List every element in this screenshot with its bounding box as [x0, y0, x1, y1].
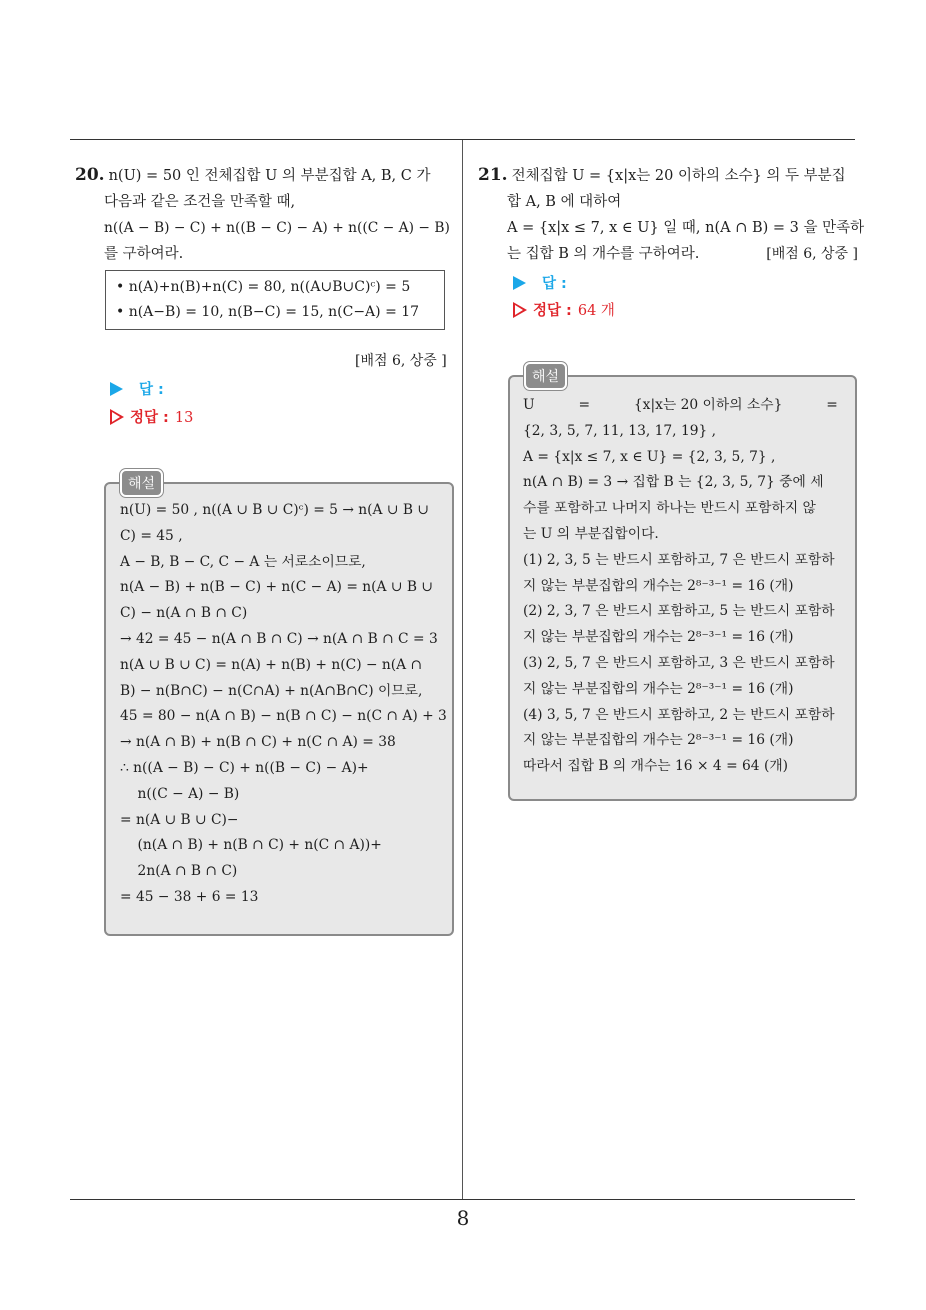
q20-solution-tag: 해설	[120, 469, 163, 497]
play-arrow-icon	[513, 276, 526, 290]
q21-correct-value: 64 개	[577, 303, 615, 319]
page-number: 8	[456, 1206, 470, 1230]
q20-solution-line: n((C − A) − B)	[120, 785, 240, 802]
q20-solution-line: (n(A ∩ B) + n(B ∩ C) + n(C ∩ A))+	[120, 837, 382, 854]
q20-solution-line: n(A − B) + n(B − C) + n(C − A) = n(A ∪ B ∪	[120, 579, 433, 596]
q21-solution-line: 따라서 집합 B 의 개수는 16 × 4 = 64 (개)	[523, 758, 789, 775]
outline-arrow-icon	[513, 302, 527, 318]
q20-stem-line-4: 를 구하여라.	[104, 246, 184, 262]
q21-number: 21.	[478, 165, 508, 185]
outline-arrow-icon	[110, 409, 124, 425]
play-arrow-icon	[110, 382, 123, 396]
q20-stem-line-1: 20. n(U) = 50 인 전체집합 U 의 부분집합 A, B, C 가	[75, 165, 431, 185]
q21-solution-line: A = {x|x ≤ 7, x ∈ U} = {2, 3, 5, 7} ,	[523, 448, 776, 465]
q20-number: 20.	[75, 165, 105, 185]
q21-solution-line: U = {x|x는 20 이하의 소수} =	[523, 397, 838, 413]
q21-solution-line: 는 U 의 부분집합이다.	[523, 525, 659, 542]
q21-solution-line: 지 않는 부분집합의 개수는 2⁸⁻³⁻¹ = 16 (개)	[523, 680, 794, 697]
q20-correct-value: 13	[174, 410, 194, 426]
q20-answer-field[interactable]	[110, 378, 164, 399]
q20-condition-2: • n(A−B) = 10, n(B−C) = 15, n(C−A) = 17	[116, 304, 420, 320]
q21-correct-label: 정답 :	[533, 303, 572, 319]
q21-solution-line: n(A ∩ B) = 3 → 집합 B 는 {2, 3, 5, 7} 중에 세	[523, 474, 824, 491]
q20-solution-line: B) − n(B∩C) − n(C∩A) + n(A∩B∩C) 이므로,	[120, 682, 423, 699]
q21-solution-box	[508, 375, 857, 801]
q20-solution-line: = n(A ∪ B ∪ C)−	[120, 811, 239, 828]
q21-stem-line-2: 합 A, B 에 대하여	[507, 194, 622, 210]
q21-solution-line: 수를 포함하고 나머지 하나는 반드시 포함하지 않	[523, 500, 816, 517]
q20-solution-line: C) − n(A ∩ B ∩ C)	[120, 605, 248, 622]
q21-solution-line: 지 않는 부분집합의 개수는 2⁸⁻³⁻¹ = 16 (개)	[523, 629, 794, 646]
q21-solution-line: (4) 3, 5, 7 은 반드시 포함하고, 2 는 반드시 포함하	[523, 706, 835, 723]
column-divider	[462, 140, 463, 1200]
q21-solution-tag: 해설	[524, 362, 567, 390]
q20-correct-answer	[110, 406, 193, 427]
q21-answer-field[interactable]	[513, 272, 567, 293]
q20-solution-line: A − B, B − C, C − A 는 서로소이므로,	[120, 553, 366, 570]
q20-condition-1: • n(A)+n(B)+n(C) = 80, n((A∪B∪C)ᶜ) = 5	[116, 279, 411, 295]
q20-answer-label: 답 :	[139, 382, 164, 398]
q21-solution-line: {2, 3, 5, 7, 11, 13, 17, 19} ,	[523, 422, 717, 439]
question-21	[478, 162, 865, 267]
q20-solution-line: C) = 45 ,	[120, 527, 183, 544]
question-20	[75, 162, 455, 267]
q21-score: [배점 6, 상중 ]	[766, 246, 858, 262]
q21-solution-line: (2) 2, 3, 7 은 반드시 포함하고, 5 는 반드시 포함하	[523, 603, 835, 620]
q20-solution-line: 2n(A ∩ B ∩ C)	[120, 863, 238, 880]
q21-stem-line-3: A = {x|x ≤ 7, x ∈ U} 일 때, n(A ∩ B) = 3 을 만족하	[507, 220, 865, 236]
q21-solution-line: (1) 2, 3, 5 는 반드시 포함하고, 7 은 반드시 포함하	[523, 551, 835, 568]
q20-solution-line: ∴ n((A − B) − C) + n((B − C) − A)+	[120, 759, 369, 776]
q21-solution-line: 지 않는 부분집합의 개수는 2⁸⁻³⁻¹ = 16 (개)	[523, 577, 794, 594]
q21-stem-line-4: 는 집합 B 의 개수를 구하여라. [배점 6, 상중 ]	[478, 241, 858, 267]
q20-solution-line: n(U) = 50 , n((A ∪ B ∪ C)ᶜ) = 5 → n(A ∪ B ∪	[120, 502, 429, 518]
q20-stem-line-3: n((A − B) − C) + n((B − C) − A) + n((C − A) − B)	[104, 220, 450, 236]
q21-correct-answer	[513, 299, 615, 320]
q20-solution-line: → 42 = 45 − n(A ∩ B ∩ C) → n(A ∩ B ∩ C = 3	[120, 630, 438, 647]
q21-solution-line: 지 않는 부분집합의 개수는 2⁸⁻³⁻¹ = 16 (개)	[523, 732, 794, 749]
q20-solution-box	[104, 482, 454, 936]
q21-answer-label: 답 :	[542, 276, 567, 292]
q20-solution-line: = 45 − 38 + 6 = 13	[120, 888, 259, 905]
q20-conditions-box	[105, 270, 445, 330]
q20-solution-line: n(A ∪ B ∪ C) = n(A) + n(B) + n(C) − n(A ∩	[120, 656, 423, 673]
q21-solution-line: (3) 2, 5, 7 은 반드시 포함하고, 3 은 반드시 포함하	[523, 654, 835, 671]
q21-stem-line-1: 21. 전체집합 U = {x|x는 20 이하의 소수} 의 두 부분집	[478, 165, 846, 185]
q20-solution-line: 45 = 80 − n(A ∩ B) − n(B ∩ C) − n(C ∩ A) + 3	[120, 708, 447, 725]
q20-score: [배점 6, 상중 ]	[355, 353, 447, 369]
q20-solution-line: → n(A ∩ B) + n(B ∩ C) + n(C ∩ A) = 38	[120, 734, 396, 751]
q20-correct-label: 정답 :	[130, 410, 169, 426]
q20-stem-line-2: 다음과 같은 조건을 만족할 때,	[104, 194, 296, 210]
bottom-rule	[70, 1199, 855, 1200]
